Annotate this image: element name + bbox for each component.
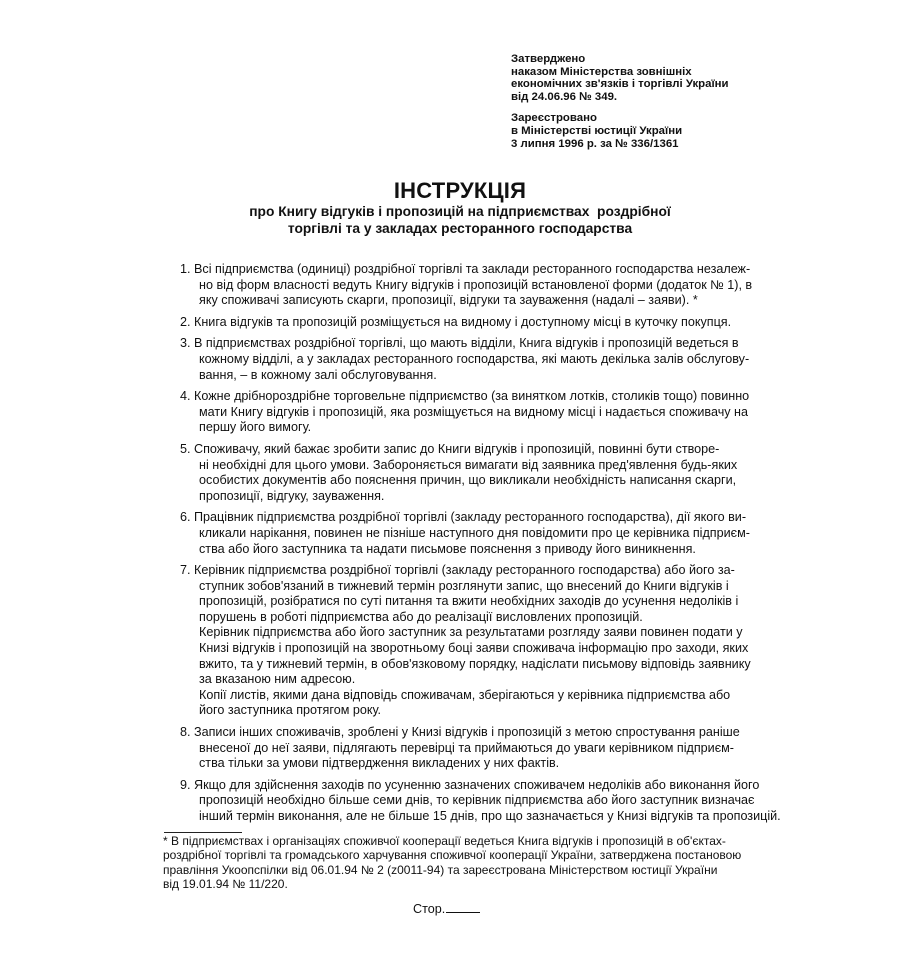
item-line: першу його вимогу.	[199, 420, 312, 435]
item-paragraph-line: Керівник підприємства або його заступник за результатами розгляду заяви повинен подати у	[199, 625, 743, 640]
page-number-field	[413, 901, 480, 916]
instruction-item	[180, 262, 753, 309]
document-subtitle	[0, 204, 900, 237]
footnote-line: від 19.01.94 № 11/220.	[163, 877, 288, 892]
item-line: пропозиції, відгуку, зауваження.	[199, 488, 385, 503]
item-line: ства тільки за умови підтвердження викладених у них фактів.	[199, 756, 560, 771]
item-line: ступник зобов'язаний в тижневий термін розглянути запис, що внесений до Книги відгуків і	[199, 578, 729, 593]
item-line: яку споживачі записують скарги, пропозиції, відгуки та зауваження (надалі – заяви). *	[199, 293, 698, 308]
footnote-line: * В підприємствах і організаціях споживчої кооперації ведеться Книга відгуків і пропозицій в об'єктах-	[163, 834, 726, 848]
item-line: кликали нарікання, повинен не пізніше наступного дня повідомити про це керівника підприєм-	[199, 525, 750, 540]
item-line: кожному відділі, а у закладах ресторанного господарства, які мають декілька залів обслугову-	[199, 351, 750, 366]
item-line: вання, – в кожному залі обслуговування.	[199, 367, 437, 382]
approval-line: наказом Міністерства зовнішніх	[511, 65, 692, 78]
footnote	[163, 834, 743, 892]
registration-line: в Міністерстві юстиції України	[511, 124, 683, 137]
document-title: ІНСТРУКЦІЯ	[393, 178, 527, 203]
instruction-item	[180, 389, 750, 436]
item-line: інший термін виконання, але не більше 15 днів, про що зазначається у Книзі відгуків та пропозицій.	[199, 809, 781, 823]
approval-line: Затверджено	[511, 53, 586, 65]
item-line: пропозицій необхідно більше семи днів, то керівник підприємства або його заступник визначає	[199, 793, 755, 808]
item-line: ства або його заступника та надати письмове пояснення з приводу його виникнення.	[199, 541, 696, 556]
item-paragraph-line: вжито, та у тижневий термін, в обов'язковому порядку, надіслати письмову відповідь заявнику	[199, 656, 751, 671]
registration-line: 3 липня 1996 р. за № 336/1361	[511, 137, 679, 150]
approval-line: економічних зв'язків і торгівлі України	[511, 78, 729, 91]
footnote-line: правління Укоопспілки від 06.01.94 № 2 (z0011-94) та зареєстрована Міністерством юстиції України	[163, 862, 718, 877]
instruction-item	[180, 315, 740, 331]
instruction-item	[180, 777, 781, 825]
subtitle-line: торгівлі та у закладах ресторанного господарства	[287, 220, 633, 236]
approval-stamp	[511, 53, 841, 150]
instruction-item	[180, 725, 740, 772]
footnote-divider	[164, 832, 242, 833]
item-line: 9. Якщо для здійснення заходів по усуненню зазначених споживачем недоліків або виконання його	[180, 777, 760, 792]
subtitle-line: про Книгу відгуків і пропозицій на підприємствах роздрібної	[249, 204, 671, 219]
item-line: мати Книгу відгуків і пропозицій, яка розміщується на видному місці і надається споживачу на	[199, 404, 749, 419]
item-line: внесеної до неї заяви, підлягають перевірці та приймаються до уваги керівником підприєм-	[199, 740, 735, 755]
instruction-items	[180, 262, 781, 831]
item-line: 1. Всі підприємства (одиниці) роздрібної торгівлі та заклади ресторанного господарства незалеж-	[180, 262, 751, 276]
page-number-blank	[446, 901, 480, 913]
item-paragraph-line: Книзі відгуків і пропозицій на зворотньому боці заяви споживача інформацію про заходи, яких	[199, 641, 749, 656]
item-line: но від форм власності ведуть Книгу відгуків і пропозицій встановленої форми (додаток № 1), в	[199, 277, 753, 292]
instruction-item	[180, 336, 750, 383]
instruction-item	[180, 510, 750, 557]
item-line: 3. В підприємствах роздрібної торгівлі, що мають відділи, Книга відгуків і пропозицій ведеться в	[180, 336, 739, 351]
item-line: особистих документів або пояснення причин, що викликали необхідність написання скарги,	[199, 473, 737, 488]
registration-line: Зареєстровано	[511, 112, 597, 125]
item-line: порушень в роботі підприємства або до реалізації висловлених пропозицій.	[199, 609, 643, 624]
item-line: ні необхідні для цього умови. Забороняється вимагати від заявника пред'явлення будь-яких	[199, 457, 738, 472]
item-line: 6. Працівник підприємства роздрібної торгівлі (закладу ресторанного господарства), дії якого ви-	[180, 510, 747, 525]
item-paragraph-line: Копії листів, якими дана відповідь споживачам, зберігаються у керівника підприємства або	[199, 687, 731, 702]
approval-line: від 24.06.96 № 349.	[511, 90, 618, 103]
instruction-item	[180, 442, 740, 504]
item-line: 2. Книга відгуків та пропозицій розміщується на видному і доступному місці в куточку покупця.	[180, 314, 732, 329]
instruction-item	[180, 563, 751, 719]
item-line: 7. Керівник підприємства роздрібної торгівлі (закладу ресторанного господарства) або його за-	[180, 563, 735, 578]
item-paragraph-line: його заступника протягом року.	[199, 703, 382, 718]
item-line: 4. Кожне дрібнороздрібне торговельне підприємство (за винятком лотків, столиків тощо) повинно	[180, 389, 750, 404]
item-line: пропозицій, розібратися по суті питання та вжити необхідних заходів до усунення недоліків і	[199, 594, 739, 609]
item-paragraph-line: за вказаною ним адресою.	[199, 672, 356, 687]
item-line: 8. Записи інших споживачів, зроблені у Книзі відгуків і пропозицій з метою спростування раніше	[180, 725, 740, 740]
footnote-line: роздрібної торгівлі та громадського харчування споживчої кооперації України, затверджена постановою	[163, 848, 742, 863]
item-line: 5. Споживачу, який бажає зробити запис до Книги відгуків і пропозицій, повинні бути створе-	[180, 441, 720, 456]
page-label: Стор.	[413, 902, 446, 916]
